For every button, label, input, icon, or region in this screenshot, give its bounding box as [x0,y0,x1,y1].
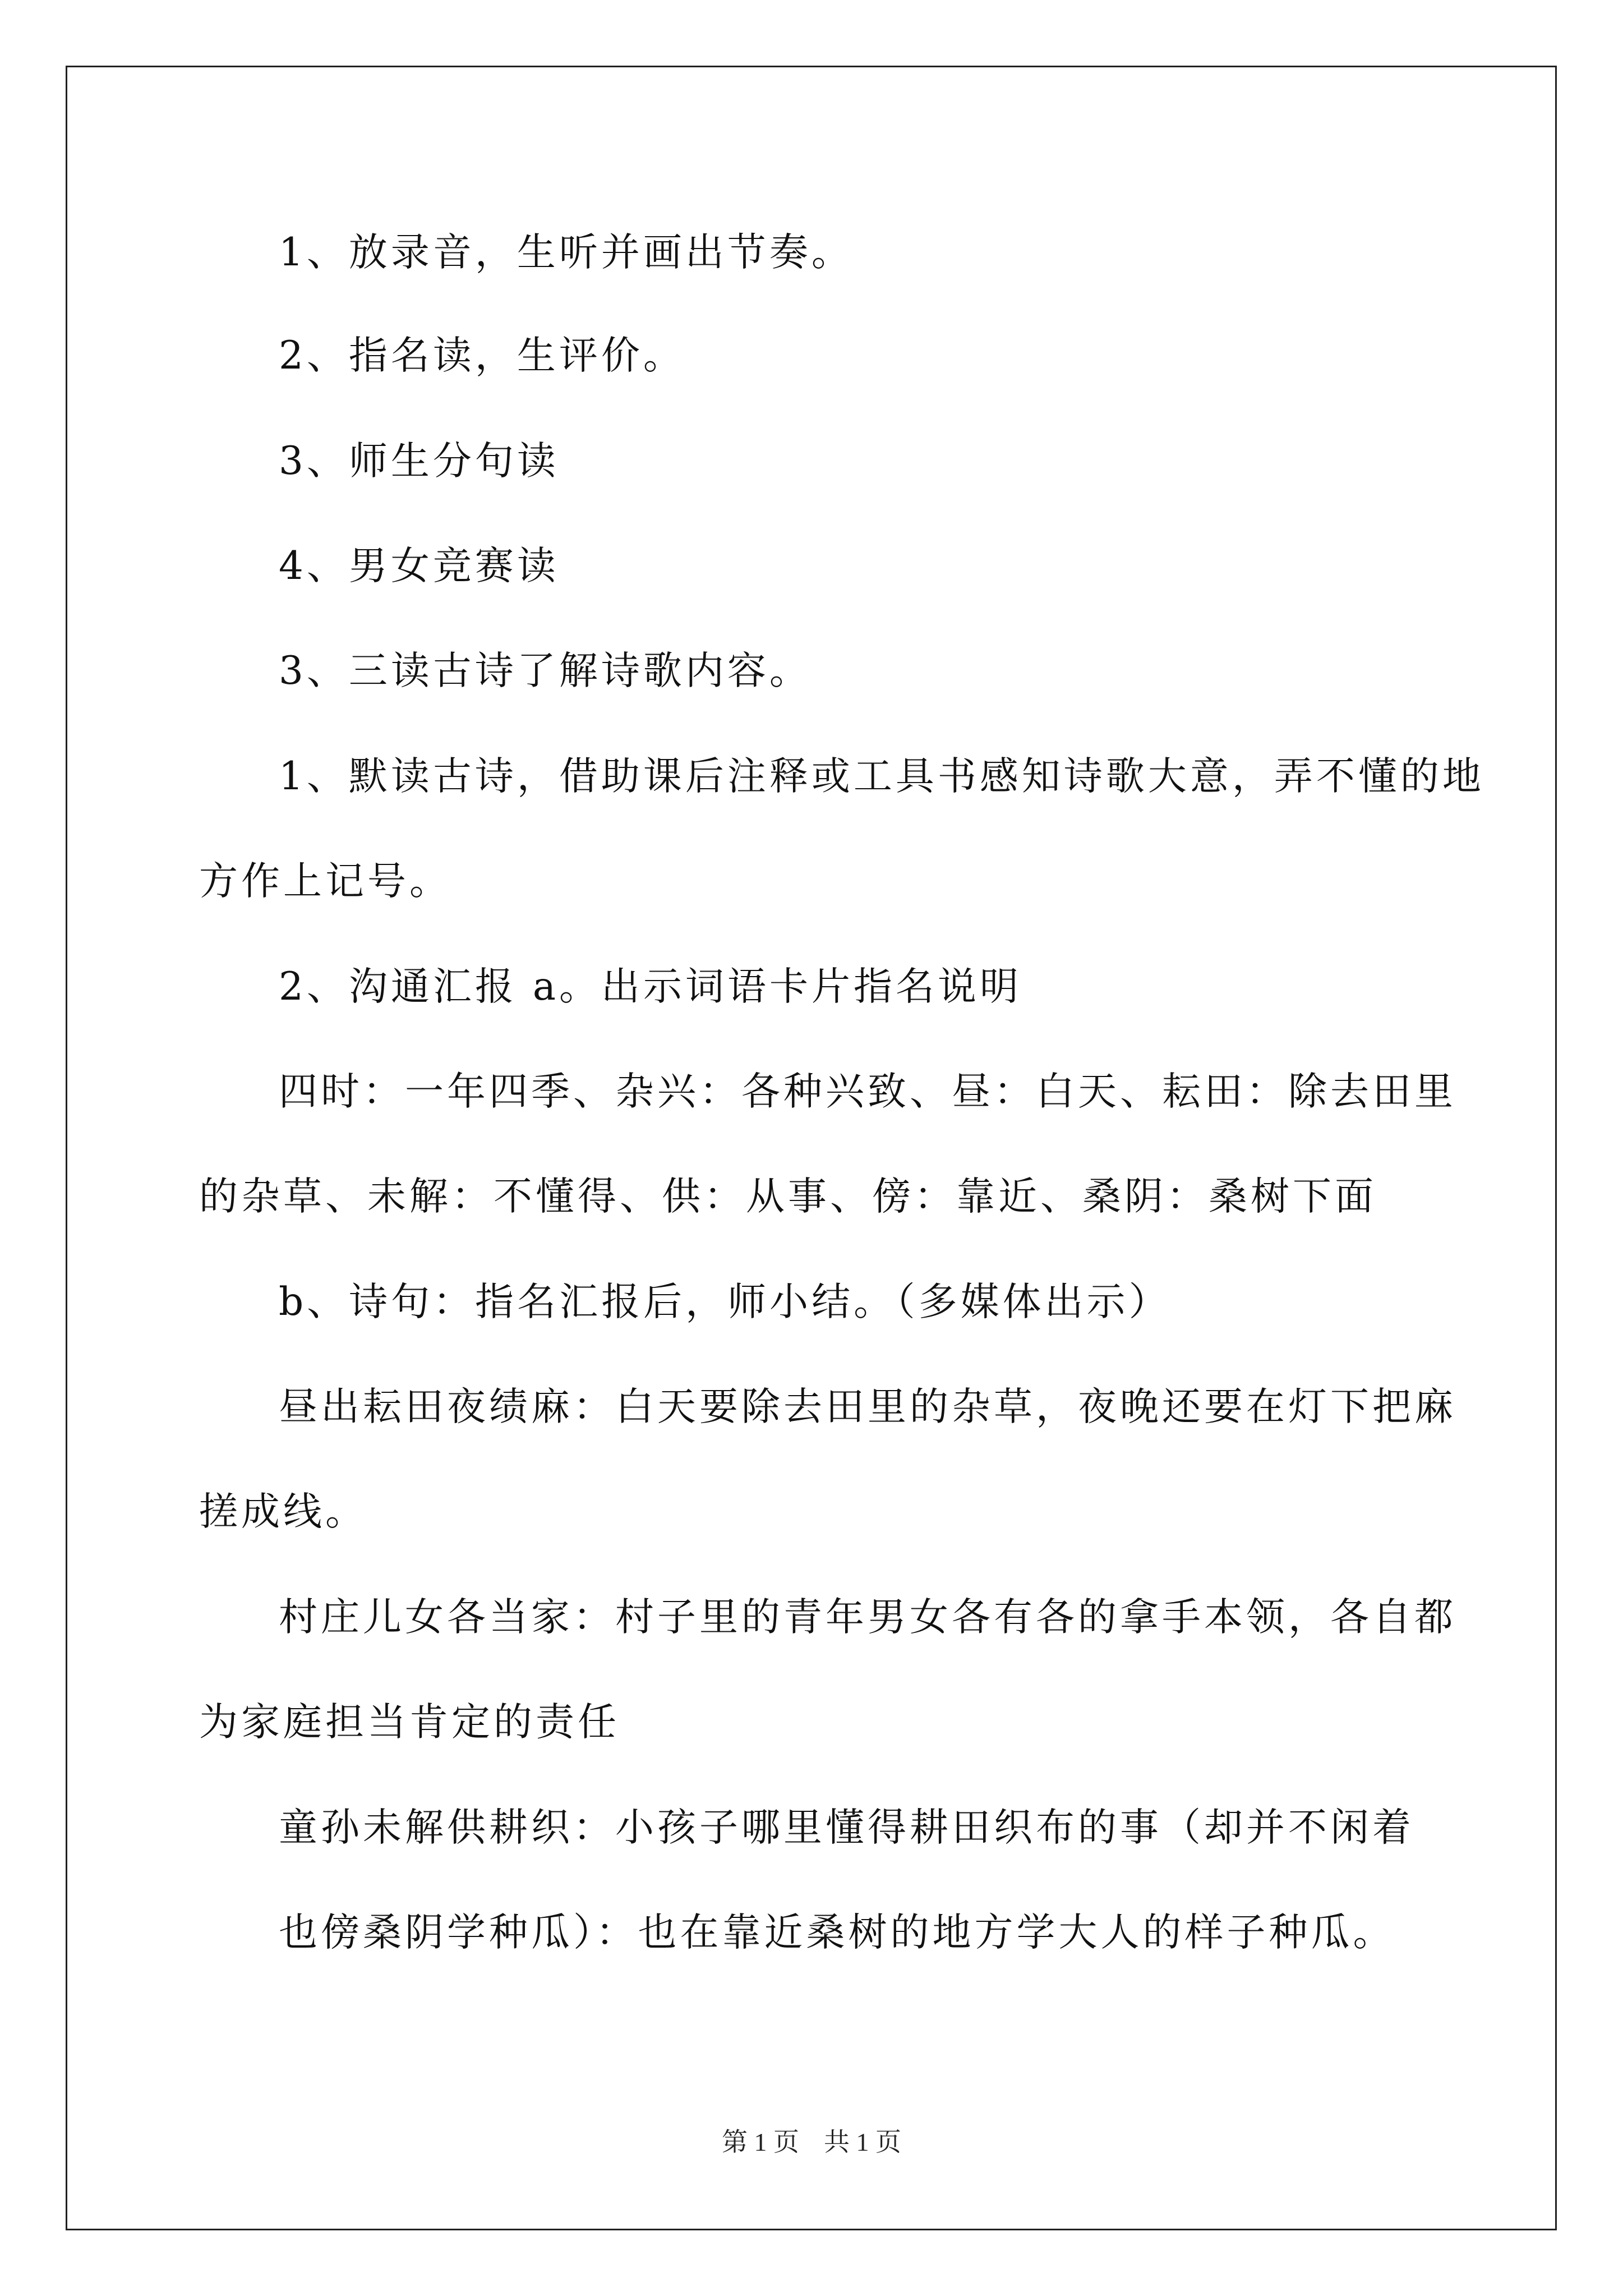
text-line: 4、男女竞赛读 [279,544,559,588]
text-line: 村庄儿女各当家：村子里的青年男女各有各的拿手本领，各自都 [279,1595,1456,1640]
page-number: 第 1 页 [722,2128,799,2156]
text-line: b、诗句：指名汇报后，师小结。（多媒体出示） [279,1280,1171,1324]
text-line: 3、三读古诗了解诗歌内容。 [279,648,811,693]
page-total: 共 1 页 [824,2128,901,2156]
text-line: 也傍桑阴学种瓜）：也在靠近桑树的地方学大人的样子种瓜。 [279,1910,1395,1955]
page-border [66,66,1557,2230]
text-line: 2、指名读，生评价。 [279,333,685,378]
page-footer [0,2122,1623,2159]
text-line: 2、沟通汇报 a。出示词语卡片指名说明 [279,964,1022,1009]
text-line: 搓成线。 [199,1489,367,1534]
text-line: 3、师生分句读 [279,439,559,484]
text-line: 的杂草、未解：不懂得、供：从事、傍：靠近、桑阴：桑树下面 [199,1174,1377,1219]
text-line: 童孙未解供耕织：小孩子哪里懂得耕田织布的事（却并不闲着 [279,1805,1414,1850]
text-line: 昼出耘田夜绩麻：白天要除去田里的杂草，夜晚还要在灯下把麻 [279,1384,1456,1429]
text-line: 1、默读古诗，借助课后注释或工具书感知诗歌大意，弄不懂的地 [279,754,1484,799]
text-line: 1、放录音，生听并画出节奏。 [279,230,854,275]
text-line: 为家庭担当肯定的责任 [199,1700,620,1745]
text-line: 方作上记号。 [199,859,451,904]
text-line: 四时：一年四季、杂兴：各种兴致、昼：白天、耘田：除去田里 [279,1069,1456,1114]
